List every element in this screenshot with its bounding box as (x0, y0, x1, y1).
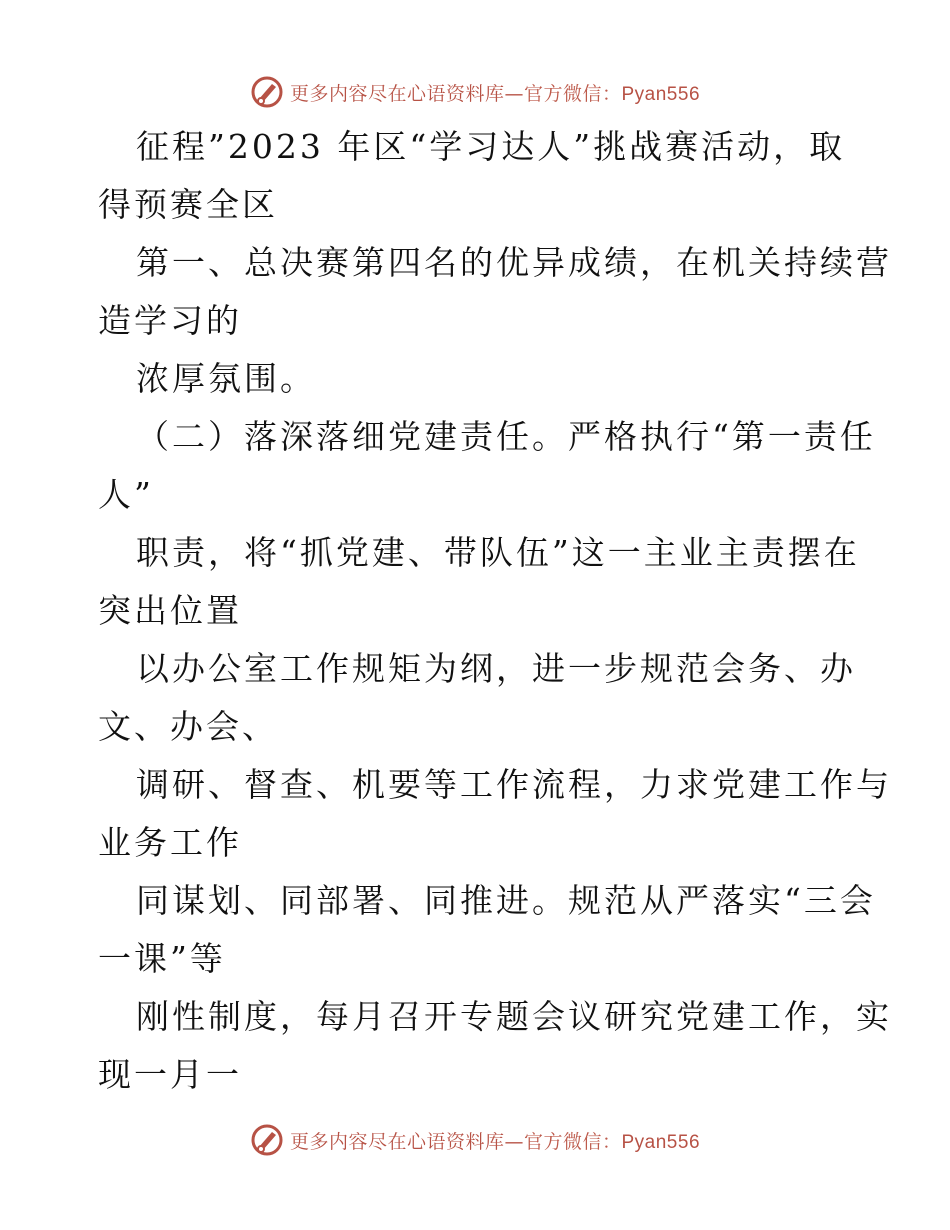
text-line: 同谋划、同部署、同推进。规范从严落实“三会 (136, 881, 876, 920)
text-line: 人” (98, 475, 154, 514)
text-line: 调研、督查、机要等工作流程，力求党建工作与 (136, 765, 892, 804)
text-line: 一课”等 (98, 939, 226, 978)
text-line: 第一、总决赛第四名的优异成绩，在机关持续营 (136, 243, 892, 282)
text-line: 造学习的 (98, 301, 242, 340)
text-line: 文、办会、 (98, 707, 278, 746)
watermark-wechat-id: Pyan556 (621, 83, 701, 105)
pen-logo-icon (250, 75, 284, 109)
text-line: （二）落深落细党建责任。严格执行“第一责任 (136, 417, 876, 456)
text-line: 浓厚氛围。 (136, 359, 316, 398)
text-line: 刚性制度，每月召开专题会议研究党建工作，实 (136, 997, 892, 1036)
watermark-text (290, 1127, 700, 1154)
header-watermark (0, 72, 950, 112)
watermark-dash: — (504, 82, 524, 105)
watermark-wechat-label: 官方微信： (523, 1130, 622, 1153)
pen-logo-icon (250, 1123, 284, 1157)
footer-watermark (0, 1120, 950, 1160)
document-body (98, 118, 892, 1104)
watermark-site: 更多内容尽在心语资料库 (289, 1130, 505, 1153)
text-line: 征程”2023 年区“学习达人”挑战赛活动，取 (136, 127, 846, 166)
text-line: 突出位置 (98, 591, 242, 630)
text-line: 现一月一 (98, 1055, 242, 1094)
text-line: 职责，将“抓党建、带队伍”这一主业主责摆在 (136, 533, 860, 572)
watermark-text (290, 79, 700, 106)
text-line: 业务工作 (98, 823, 242, 862)
watermark-site: 更多内容尽在心语资料库 (289, 82, 505, 105)
watermark-wechat-id: Pyan556 (621, 1131, 701, 1153)
watermark-dash: — (504, 1130, 524, 1153)
watermark-wechat-label: 官方微信： (523, 82, 622, 105)
text-line: 得预赛全区 (98, 185, 278, 224)
text-line: 以办公室工作规矩为纲，进一步规范会务、办 (136, 649, 856, 688)
